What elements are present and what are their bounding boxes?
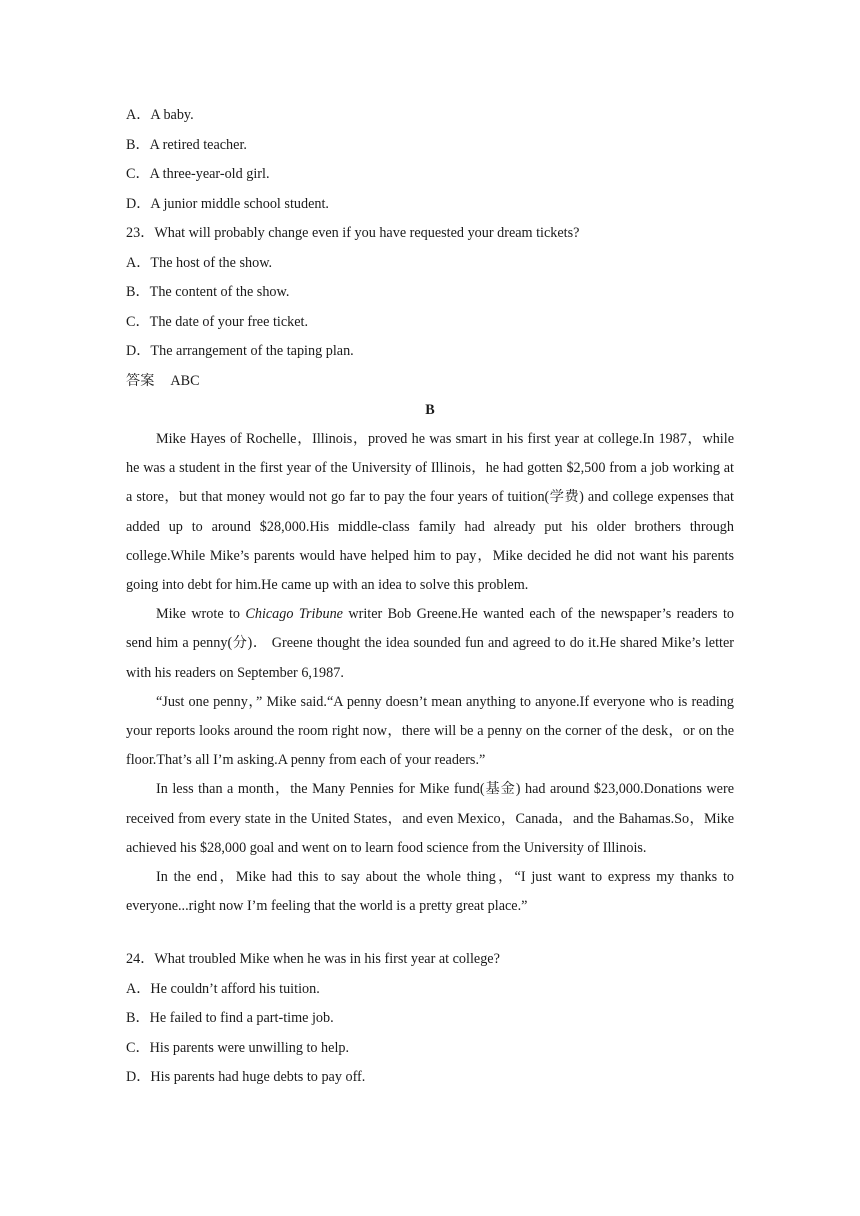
q23-option-d: D．The arrangement of the taping plan.: [126, 343, 354, 359]
q24-question: 24．What troubled Mike when he was in his first year at college?: [126, 951, 500, 968]
section-heading: B: [425, 402, 435, 418]
passage-paragraph-4: In less than a month，the Many Pennies for Mike fund(基金) had around $23,000.Donations were received from every state in the United States，and even Mexico，Canada，and the Bahamas.So，Mike achieved his $28,000 goal and went on to learn food science from the University of Illinois.: [126, 781, 734, 856]
passage-paragraph-3: “Just one penny，” Mike said.“A penny doesn’t mean anything to anyone.If everyone who is reading your reports looks around the room right now，there will be a penny on the corner of the desk，or on the floor.That’s all I’m asking.A penny from each of your readers.”: [126, 693, 734, 769]
answer-value: ABC: [170, 372, 200, 389]
answer-label: 答案: [126, 372, 155, 389]
document-content: [126, 104, 734, 1096]
q23-question: 23．What will probably change even if you have requested your dream tickets?: [126, 225, 580, 241]
q22-option-d: D．A junior middle school student.: [126, 195, 329, 212]
q23-option-a: A．The host of the show.: [126, 254, 273, 271]
q22-option-c: C．A three-year-old girl.: [126, 166, 270, 182]
answer-line: [126, 370, 734, 400]
q24-option-d: D．His parents had huge debts to pay off.: [126, 1069, 366, 1086]
q23-option-b: B．The content of the show.: [126, 284, 290, 300]
spacer: [126, 921, 734, 948]
p2-text-after: writer Bob Greene.He wanted each of the newspaper’s readers to send him a penny(分)． Greene thought the idea sounded fun and agreed to do it.He shared Mike’s letter with his readers on September 6,1987.: [126, 606, 734, 681]
q22-option-b: B．A retired teacher.: [126, 136, 247, 153]
p2-text-before: Mike wrote to: [156, 606, 246, 623]
passage-paragraph-2: [126, 600, 734, 688]
passage-paragraph-1: Mike Hayes of Rochelle，Illinois，proved he was smart in his first year at college.In 1987，while he was a student in the first year of the University of Illinois，he had gotten $2,500 from a job working at a store，but that money would not go far to pay the four years of tuition(学费) and college expenses that added up to around $28,000.His middle-class family had already put his older brothers through college.While Mike’s parents would have helped him to pay，Mike decided he did not want his parents going into debt for him.He came up with an idea to solve this problem.: [126, 431, 734, 594]
q24-option-c: C．His parents were unwilling to help.: [126, 1039, 350, 1056]
newspaper-name: Chicago Tribune: [245, 606, 343, 623]
q24-option-a: A．He couldn’t afford his tuition.: [126, 980, 320, 997]
q24-option-b: B．He failed to find a part-time job.: [126, 1010, 334, 1027]
q22-option-a: A．A baby.: [126, 107, 194, 123]
q23-option-c: C．The date of your free ticket.: [126, 313, 308, 330]
passage-paragraph-5: In the end，Mike had this to say about the whole thing，“I just want to express my thanks to everyone...right now I’m feeling that the world is a pretty great place.”: [126, 869, 734, 915]
passage: [126, 425, 734, 921]
